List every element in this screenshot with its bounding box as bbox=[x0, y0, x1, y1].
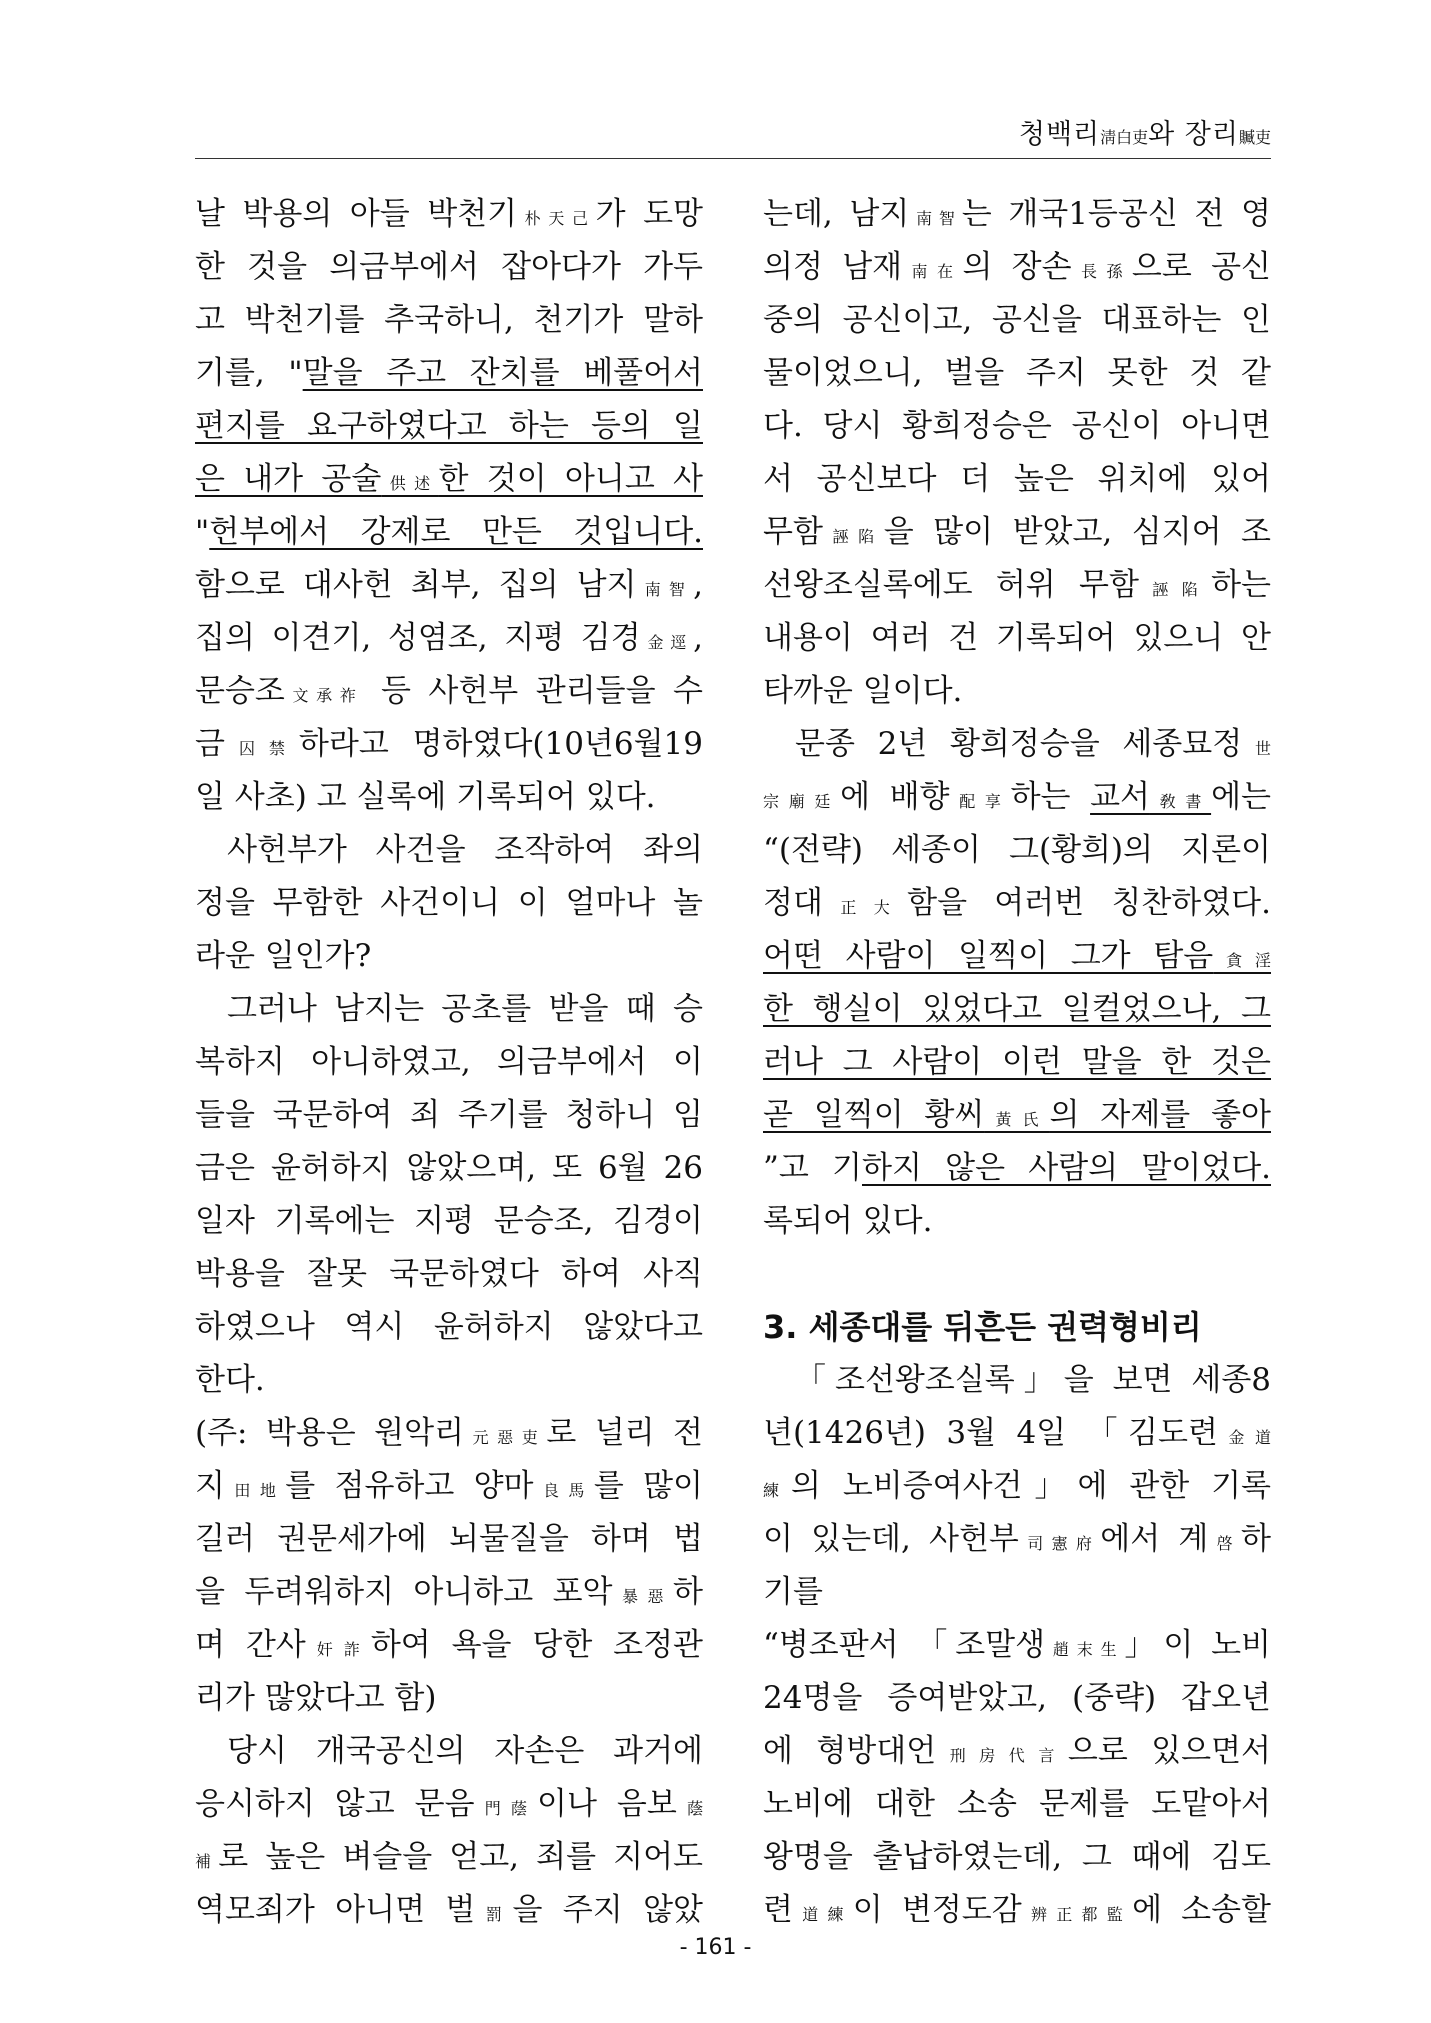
hanja-gloss: 元惡吏 bbox=[464, 1428, 547, 1447]
right-column-line bbox=[763, 1460, 1271, 1513]
text-run: 선왕조실록에도 허위 무함 bbox=[763, 567, 1139, 603]
header-rule bbox=[195, 158, 1271, 159]
left-column-line bbox=[195, 1354, 703, 1407]
right-column-line bbox=[763, 983, 1271, 1036]
header-title-hanja: 淸白吏 bbox=[1100, 128, 1149, 147]
text-run: “(전략) 세종이 그(황희)의 지론이 bbox=[763, 832, 1271, 868]
text-run: 이 변정도감 bbox=[852, 1892, 1022, 1928]
right-column-line bbox=[763, 1142, 1271, 1195]
right-column-line bbox=[763, 241, 1271, 294]
hanja-gloss: 長孫 bbox=[1071, 262, 1132, 281]
text-run: 며 간사 bbox=[195, 1627, 306, 1663]
hanja-gloss: 南智 bbox=[636, 580, 694, 599]
text-run: 사헌부가 사건을 조작하여 좌의 bbox=[227, 832, 703, 868]
left-column-line bbox=[195, 1725, 703, 1778]
text-run: 는데, 남지 bbox=[763, 196, 910, 232]
left-column-line bbox=[195, 400, 703, 453]
text-run: 의정 남재 bbox=[763, 249, 903, 285]
text-run: 함을 여러번 칭찬하였다. bbox=[907, 885, 1271, 921]
text-run: 날 박용의 아들 박천기 bbox=[195, 196, 518, 232]
header-title-2: 와 장리 bbox=[1148, 119, 1239, 150]
text-run: 는 개국1등공신 전 영 bbox=[961, 196, 1271, 232]
right-column-line bbox=[763, 824, 1271, 877]
right-column-line bbox=[763, 1089, 1271, 1142]
text-run: 를 많이 bbox=[593, 1468, 703, 1504]
hanja-gloss: 暴惡 bbox=[612, 1587, 674, 1606]
text-run: 하는 bbox=[1010, 779, 1091, 815]
right-column-line bbox=[763, 1248, 1271, 1301]
right-column-line bbox=[763, 1884, 1271, 1937]
left-column-line bbox=[195, 877, 703, 930]
text-run: 복하지 아니하였고, 의금부에서 이 bbox=[195, 1044, 703, 1080]
text-run: 들을 국문하여 죄 주기를 청하니 임 bbox=[195, 1097, 703, 1133]
right-column-line bbox=[763, 1619, 1271, 1672]
left-column bbox=[195, 188, 703, 1937]
text-run: 로 높은 벼슬을 얻고, 죄를 지어도 bbox=[218, 1839, 703, 1875]
text-run: 하였으나 역시 윤허하지 않았다고 bbox=[195, 1309, 703, 1345]
left-column-line bbox=[195, 188, 703, 241]
text-run: ”고 기 bbox=[763, 1150, 862, 1186]
hanja-gloss: 良馬 bbox=[533, 1481, 594, 1500]
right-column-line bbox=[763, 1036, 1271, 1089]
left-column-line bbox=[195, 294, 703, 347]
right-column-line bbox=[763, 506, 1271, 559]
text-run: 고 박천기를 추국하니, 천기가 말하 bbox=[195, 302, 703, 338]
left-column-line bbox=[195, 1884, 703, 1937]
section-heading: 3. 세종대를 뒤흔든 권력형비리 bbox=[763, 1308, 1202, 1346]
hanja-gloss: 敎書 bbox=[1149, 792, 1212, 811]
left-column-line bbox=[195, 1460, 703, 1513]
text-run: (주: 박용은 원악리 bbox=[195, 1415, 465, 1451]
text-run: 일 사초) 고 실록에 기록되어 있다. bbox=[195, 779, 656, 815]
right-column-line bbox=[763, 1725, 1271, 1778]
text-run: 에 형방대언 bbox=[763, 1733, 937, 1769]
text-run: " bbox=[195, 514, 210, 550]
left-column-line bbox=[195, 506, 703, 559]
text-run: 」이 노비 bbox=[1124, 1627, 1271, 1663]
text-run: 등 사헌부 관리들을 수 bbox=[363, 673, 703, 709]
hanja-gloss: 司憲府 bbox=[1018, 1534, 1101, 1553]
right-column-line bbox=[763, 930, 1271, 983]
hanja-gloss: 宗廟廷 bbox=[763, 792, 841, 811]
hanja-gloss: 黃氏 bbox=[984, 1110, 1050, 1129]
underlined-quote: 편지를 요구하였다고 하는 등의 일 bbox=[195, 408, 703, 444]
text-run: 를 점유하고 양마 bbox=[285, 1468, 534, 1504]
hanja-gloss: 南智 bbox=[909, 209, 962, 228]
text-run: 정대 bbox=[763, 885, 823, 921]
text-run: 24명을 증여받았고, (중략) 갑오년 bbox=[763, 1680, 1271, 1716]
text-run: 년(1426년) 3월 4일 「김도련 bbox=[763, 1415, 1218, 1451]
text-run: 에 소송할 bbox=[1132, 1892, 1271, 1928]
right-column-line bbox=[763, 347, 1271, 400]
hanja-gloss: 補 bbox=[195, 1852, 219, 1871]
right-column-line bbox=[763, 1407, 1271, 1460]
underlined-quote: 어떤 사람이 일찍이 그가 탐음 bbox=[763, 938, 1214, 974]
text-run: 이나 음보 bbox=[537, 1786, 677, 1822]
text-run: 문승조 bbox=[195, 673, 285, 709]
right-column-line bbox=[763, 188, 1271, 241]
text-run: 당시 개국공신의 자손은 과거에 bbox=[227, 1733, 703, 1769]
text-run: 다. 당시 황희정승은 공신이 아니면 bbox=[763, 408, 1271, 444]
underlined-quote: 한 행실이 있었다고 일컬었으나, 그 bbox=[763, 991, 1271, 1027]
hanja-gloss: 金逕 bbox=[640, 633, 694, 652]
underlined-quote: 한 것이 아니고 사 bbox=[438, 461, 703, 497]
hanja-gloss: 囚禁 bbox=[224, 739, 299, 758]
text-run: 집의 이견기, 성염조, 지평 김경 bbox=[195, 620, 641, 656]
left-column-line bbox=[195, 453, 703, 506]
left-column-line bbox=[195, 824, 703, 877]
underlined-quote: 하지 않은 사람의 말이었다. bbox=[862, 1150, 1271, 1186]
hanja-gloss: 誣陷 bbox=[1138, 580, 1212, 599]
right-column-line bbox=[763, 559, 1271, 612]
left-column-line bbox=[195, 1619, 703, 1672]
text-run: 타까운 일이다. bbox=[763, 673, 963, 709]
text-run: 왕명을 출납하였는데, 그 때에 김도 bbox=[763, 1839, 1271, 1875]
hanja-gloss: 配享 bbox=[949, 792, 1011, 811]
hanja-gloss: 田地 bbox=[224, 1481, 286, 1500]
hanja-gloss: 啓 bbox=[1208, 1534, 1242, 1553]
left-column-line bbox=[195, 1301, 703, 1354]
text-run: 박용을 잘못 국문하였다 하여 사직 bbox=[195, 1256, 703, 1292]
left-column-line bbox=[195, 559, 703, 612]
text-run: 에서 계 bbox=[1100, 1521, 1209, 1557]
text-run: 에는 bbox=[1211, 779, 1271, 815]
text-run: 라운 일인가? bbox=[195, 938, 372, 974]
left-column-line bbox=[195, 1248, 703, 1301]
left-column-line bbox=[195, 347, 703, 400]
text-run: 하는 bbox=[1211, 567, 1271, 603]
right-column-line bbox=[763, 1778, 1271, 1831]
header-title-2-hanja: 贓吏 bbox=[1238, 128, 1271, 147]
text-run: 서 공신보다 더 높은 위치에 있어 bbox=[763, 461, 1271, 497]
text-run: 그러나 남지는 공초를 받을 때 승 bbox=[227, 991, 703, 1027]
text-run: 문종 2년 황희정승을 세종묘정 bbox=[795, 726, 1243, 762]
left-column-line bbox=[195, 612, 703, 665]
text-run: 기를, " bbox=[195, 355, 303, 391]
hanja-gloss: 世 bbox=[1242, 739, 1271, 758]
text-run: 가 도망 bbox=[595, 196, 703, 232]
hanja-gloss: 道練 bbox=[792, 1905, 853, 1924]
hanja-gloss: 練 bbox=[763, 1481, 792, 1500]
text-run: 의 노비증여사건」에 관한 기록 bbox=[791, 1468, 1271, 1504]
right-column-line bbox=[763, 771, 1271, 824]
text-run: 하 bbox=[1241, 1521, 1271, 1557]
right-column-line bbox=[763, 1354, 1271, 1407]
left-column-line bbox=[195, 718, 703, 771]
hanja-gloss: 罰 bbox=[475, 1905, 513, 1924]
text-run: 에 배향 bbox=[840, 779, 950, 815]
left-column-line bbox=[195, 1672, 703, 1725]
page-number: - 161 - bbox=[679, 1935, 752, 1960]
left-column-line bbox=[195, 771, 703, 824]
hanja-gloss: 金道 bbox=[1217, 1428, 1271, 1447]
left-column-line bbox=[195, 1566, 703, 1619]
left-column-line bbox=[195, 1195, 703, 1248]
text-run: , bbox=[693, 567, 703, 603]
underlined-quote: 은 내가 공술 bbox=[195, 461, 382, 497]
hanja-gloss: 文承祚 bbox=[284, 686, 364, 705]
right-column-line bbox=[763, 1672, 1271, 1725]
text-run: 한 것을 의금부에서 잡아다가 가두 bbox=[195, 249, 703, 285]
right-column-line bbox=[763, 294, 1271, 347]
text-run: 으로 있으면서 bbox=[1067, 1733, 1271, 1769]
text-run: 길러 권문세가에 뇌물질을 하며 법 bbox=[195, 1521, 703, 1557]
text-run: 이 있는데, 사헌부 bbox=[763, 1521, 1019, 1557]
text-run: 하 bbox=[673, 1574, 703, 1610]
underlined-quote: 교서 bbox=[1090, 779, 1150, 815]
text-run: 록되어 있다. bbox=[763, 1203, 933, 1239]
left-column-line bbox=[195, 1831, 703, 1884]
hanja-gloss: 門蔭 bbox=[474, 1799, 538, 1818]
left-column-line bbox=[195, 665, 703, 718]
text-run: 지 bbox=[195, 1468, 225, 1504]
hanja-gloss: 貪淫 bbox=[1213, 951, 1271, 970]
text-run: 무함 bbox=[763, 514, 823, 550]
hanja-gloss: 南在 bbox=[902, 262, 963, 281]
hanja-gloss: 供述 bbox=[381, 474, 439, 493]
left-column-line bbox=[195, 1778, 703, 1831]
text-run: “병조판서 「조말생 bbox=[763, 1627, 1046, 1663]
text-run: 응시하지 않고 문음 bbox=[195, 1786, 475, 1822]
hanja-gloss: 趙末生 bbox=[1045, 1640, 1125, 1659]
hanja-gloss: 刑房代言 bbox=[936, 1746, 1068, 1765]
text-run: 역모죄가 아니면 벌 bbox=[195, 1892, 476, 1928]
left-column-line bbox=[195, 983, 703, 1036]
hanja-gloss: 奸詐 bbox=[305, 1640, 371, 1659]
underlined-quote: 말을 주고 잔치를 베풀어서 bbox=[302, 355, 703, 391]
text-run: 금 bbox=[195, 726, 225, 762]
text-run: , bbox=[693, 620, 703, 656]
underlined-quote: 헌부에서 강제로 만든 것입니다. bbox=[209, 514, 703, 550]
right-column-line bbox=[763, 400, 1271, 453]
underlined-quote: 러나 그 사람이 이런 말을 한 것은 bbox=[763, 1044, 1271, 1080]
left-column-line bbox=[195, 241, 703, 294]
hanja-gloss: 蔭 bbox=[676, 1799, 703, 1818]
text-run: 정을 무함한 사건이니 이 얼마나 놀 bbox=[195, 885, 703, 921]
right-column-line bbox=[763, 877, 1271, 930]
text-run: 의 장손 bbox=[962, 249, 1072, 285]
hanja-gloss: 正大 bbox=[822, 898, 908, 917]
text-run: 금은 윤허하지 않았으며, 또 6월 26 bbox=[195, 1150, 703, 1186]
text-run: 노비에 대한 소송 문제를 도맡아서 bbox=[763, 1786, 1271, 1822]
hanja-gloss: 誣陷 bbox=[822, 527, 884, 546]
left-column-line bbox=[195, 1089, 703, 1142]
right-column-line bbox=[763, 665, 1271, 718]
underlined-quote: 의 자제를 좋아 bbox=[1049, 1097, 1271, 1133]
underlined-quote: 곧 일찍이 황씨 bbox=[763, 1097, 985, 1133]
left-column-line bbox=[195, 930, 703, 983]
text-run: 련 bbox=[763, 1892, 793, 1928]
text-run: 내용이 여러 건 기록되어 있으니 안 bbox=[763, 620, 1271, 656]
text-run: 하라고 명하였다(10년6월19 bbox=[298, 726, 703, 762]
right-column-line bbox=[763, 453, 1271, 506]
right-column bbox=[763, 188, 1271, 1937]
left-column-line bbox=[195, 1513, 703, 1566]
text-run: 으로 공신 bbox=[1131, 249, 1271, 285]
right-column-line bbox=[763, 612, 1271, 665]
left-column-line bbox=[195, 1036, 703, 1089]
right-column-line bbox=[763, 1566, 1271, 1619]
text-run: 을 많이 받았고, 심지어 조 bbox=[883, 514, 1271, 550]
running-header bbox=[1019, 112, 1271, 151]
left-column-line bbox=[195, 1407, 703, 1460]
hanja-gloss: 辨正都監 bbox=[1021, 1905, 1133, 1924]
right-column-line bbox=[763, 1831, 1271, 1884]
text-run: 하여 욕을 당한 조정관 bbox=[370, 1627, 703, 1663]
text-run: 물이었으니, 벌을 주지 못한 것 같 bbox=[763, 355, 1271, 391]
right-column-line bbox=[763, 718, 1271, 771]
header-title: 청백리 bbox=[1018, 119, 1101, 150]
text-run: 함으로 대사헌 최부, 집의 남지 bbox=[195, 567, 637, 603]
text-run: 중의 공신이고, 공신을 대표하는 인 bbox=[763, 302, 1271, 338]
text-run: 을 주지 않았 bbox=[512, 1892, 703, 1928]
text-run: 「조선왕조실록」을 보면 세종8 bbox=[795, 1362, 1271, 1398]
text-run: 기를 bbox=[763, 1574, 823, 1610]
text-run: 한다. bbox=[195, 1362, 265, 1398]
right-column-line bbox=[763, 1195, 1271, 1248]
hanja-gloss: 朴天己 bbox=[517, 209, 596, 228]
text-run: 을 두려워하지 아니하고 포악 bbox=[195, 1574, 613, 1610]
right-column-line bbox=[763, 1513, 1271, 1566]
text-run: 로 널리 전 bbox=[546, 1415, 703, 1451]
text-run: 일자 기록에는 지평 문승조, 김경이 bbox=[195, 1203, 703, 1239]
left-column-line bbox=[195, 1142, 703, 1195]
text-run: 리가 많았다고 함) bbox=[195, 1680, 437, 1716]
